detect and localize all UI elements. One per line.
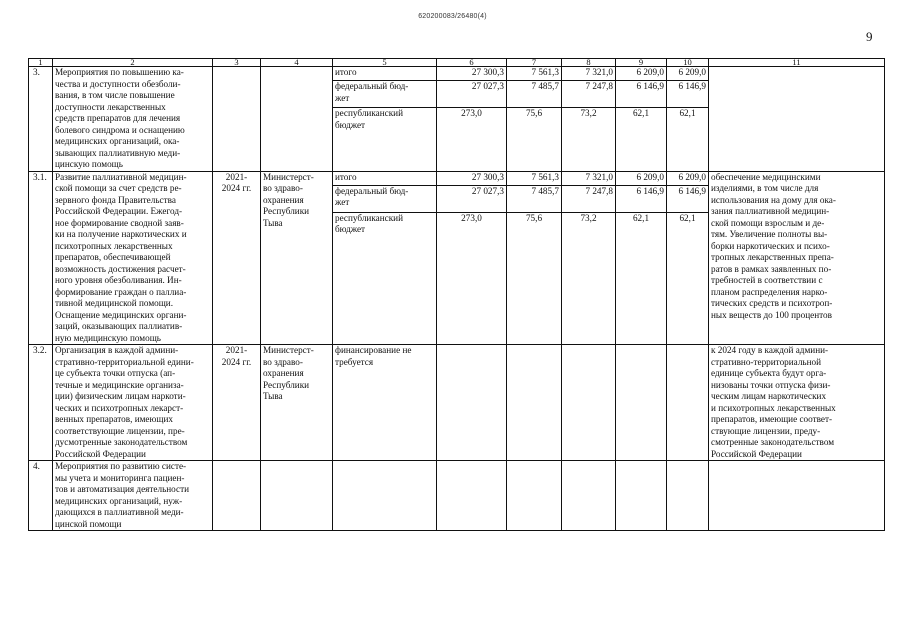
program-table (28, 58, 885, 531)
term-cell: 2021- 2024 гг. (213, 345, 261, 461)
row-number: 3.1. (29, 171, 53, 345)
funding-sources: финансирование не требуется (333, 345, 437, 461)
header-cell: 8 (562, 59, 616, 67)
expected-result (709, 67, 885, 172)
header-cell: 6 (437, 59, 507, 67)
measure-name: Организация в каждой админи- стративно-территориальной едини- це субъекта точки отпуска (ап- течные и медицинские организа- ции) физическим лицам наркоти- ческих и психотропных лекарст- венных препаратов, имеющих соответствующие лицензии, пре- дусмотренные законодательством Российской Федерации (53, 345, 213, 461)
measure-name: Мероприятия по развитию систе- мы учета и мониторинга пациен- тов и автоматизация деятельности медицинских организаций, нуж- дающихся в паллиативной меди- цинской помощи (53, 461, 213, 531)
header-cell: 9 (616, 59, 667, 67)
amount-col-10: 6 209,0 6 146,9 62,1 (667, 67, 709, 172)
amount-col-7 (507, 345, 562, 461)
header-cell: 7 (507, 59, 562, 67)
amount-col-8: 7 321,0 7 247,8 73,2 (562, 171, 616, 345)
amount-col-7: 7 561,3 7 485,7 75,6 (507, 67, 562, 172)
funding-sources: итого федеральный бюд- жет республиканский бюджет (333, 67, 437, 172)
term-cell (213, 67, 261, 172)
amount-col-9: 6 209,0 6 146,9 62,1 (616, 171, 667, 345)
measure-name: Мероприятия по повышению ка- чества и доступности обезболи- вания, в том числе повышение доступности лекарственных средств препаратов для лечения болевого синдрома и оснащению медицинских организаций, ока- зывающих паллиативную меди- цинскую помощь (53, 67, 213, 172)
expected-result: обеспечение медицинскими изделиями, в том числе для использования на дому для ока- зания паллиативной медицин- ской помощи взрослым и де- тям. Увеличение полноты вы- борки наркотических и психо- тропных лекарственных препа- ратов в рамках заявленных по- требностей в соответствии с планом распределения нарко- тических средств и психотроп- ных веществ до 100 процентов (709, 171, 885, 345)
table-row (29, 345, 885, 461)
executor-cell: Министерст- во здраво- охранения Республики Тыва (261, 345, 333, 461)
amount-col-9: 6 209,0 6 146,9 62,1 (616, 67, 667, 172)
amount-col-7: 7 561,3 7 485,7 75,6 (507, 171, 562, 345)
document-id: 620200083/26480(4) (418, 13, 487, 20)
executor-cell: Министерст- во здраво- охранения Республики Тыва (261, 171, 333, 345)
term-cell: 2021- 2024 гг. (213, 171, 261, 345)
header-cell: 2 (53, 59, 213, 67)
page-number: 9 (866, 29, 873, 44)
expected-result (709, 461, 885, 531)
header-cell: 11 (709, 59, 885, 67)
row-number: 4. (29, 461, 53, 531)
total-amount: 27 300,3 27 027,3 273,0 (437, 67, 507, 172)
executor-cell (261, 461, 333, 531)
amount-col-8 (562, 345, 616, 461)
header-cell: 5 (333, 59, 437, 67)
expected-result: к 2024 году в каждой админи- стративно-территориальной единице субъекта будут орга- низованы точки отпуска физи- ческим лицам наркотических и психотропных лекарственных препаратов, имеющие соответ- ствующие лицензии, преду- смотренные законодательством Российской Федерации (709, 345, 885, 461)
header-cell: 1 (29, 59, 53, 67)
amount-col-10: 6 209,0 6 146,9 62,1 (667, 171, 709, 345)
funding-sources (333, 461, 437, 531)
amount-col-10 (667, 345, 709, 461)
row-number: 3.2. (29, 345, 53, 461)
term-cell (213, 461, 261, 531)
total-amount (437, 345, 507, 461)
amount-col-7 (507, 461, 562, 531)
header-cell: 4 (261, 59, 333, 67)
funding-sources: итого федеральный бюд- жет республиканский бюджет (333, 171, 437, 345)
measure-name: Развитие паллиативной медицин- ской помощи за счет средств ре- зервного фонда Правительства Российской Федерации. Ежегод- ное формирование сводной заяв- ки на получение наркотических и психотропных лекарственных препаратов, обеспечивающей возможность достижения расчет- ного уровня обезболивания. Ин- формирование граждан о паллиа- тивной медицинской помощи. Оснащение медицинских органи- заций, оказывающих паллиатив- ную медицинскую помощь (53, 171, 213, 345)
executor-cell (261, 67, 333, 172)
header-cell: 3 (213, 59, 261, 67)
table-row (29, 67, 885, 172)
amount-col-8 (562, 461, 616, 531)
amount-col-10 (667, 461, 709, 531)
amount-col-9 (616, 345, 667, 461)
table-row (29, 171, 885, 345)
amount-col-8: 7 321,0 7 247,8 73,2 (562, 67, 616, 172)
row-number: 3. (29, 67, 53, 172)
header-cell: 10 (667, 59, 709, 67)
table-row (29, 461, 885, 531)
total-amount: 27 300,3 27 027,3 273,0 (437, 171, 507, 345)
total-amount (437, 461, 507, 531)
amount-col-9 (616, 461, 667, 531)
column-number-row (29, 59, 885, 67)
